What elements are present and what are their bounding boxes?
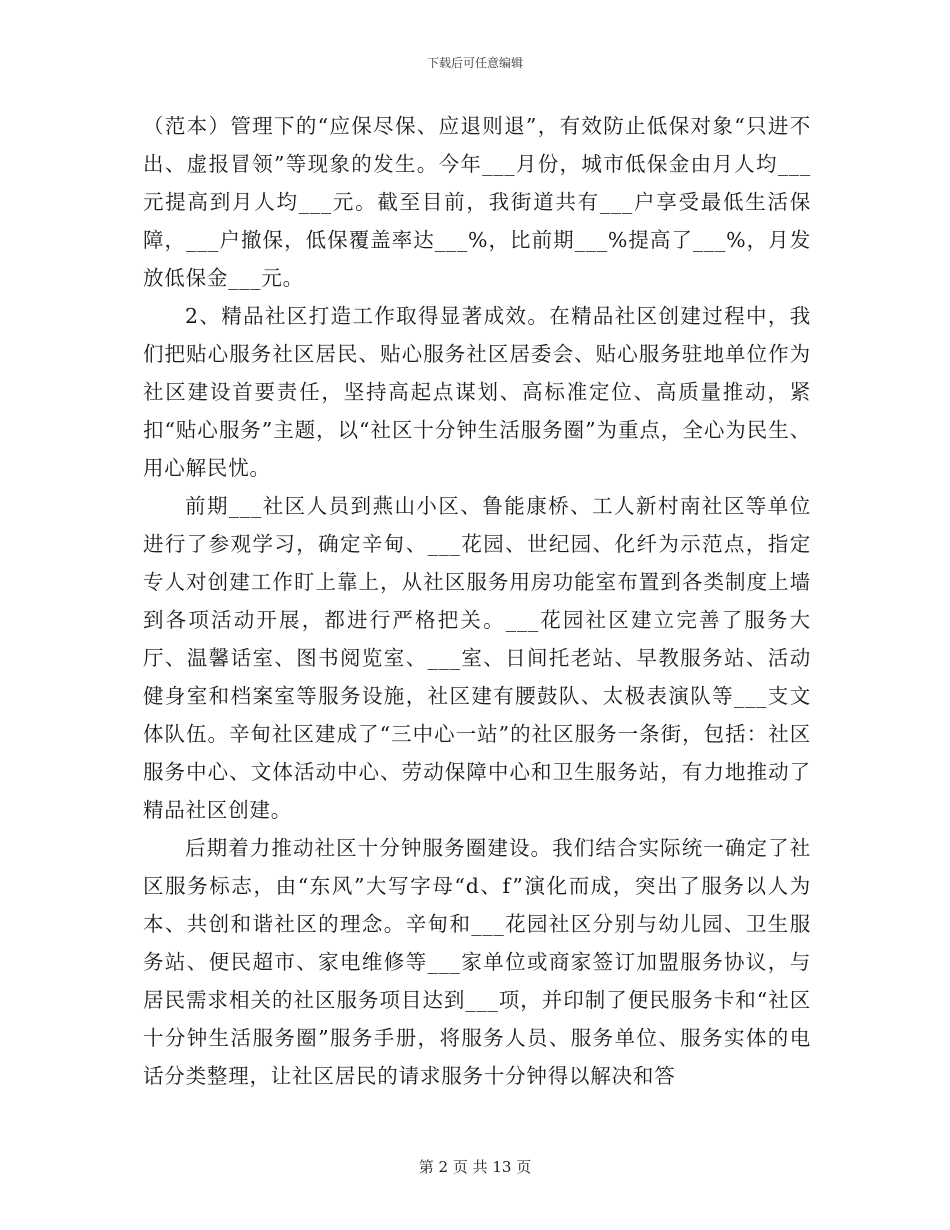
page-footer: 第 2 页 共 13 页 (418, 1158, 532, 1176)
paragraph-3: 前期___社区人员到燕山小区、鲁能康桥、工人新村南社区等单位进行了参观学习，确定辛甸、___花园、世纪园、化纤为示范点，指定专人对创建工作盯上靠上，从社区服务用房功能室布置到各类制度上墙到各项活动开展，都进行严格把关。___花园社区建立完善了服务大厅、温馨话室、图书阅览室、___室、日间托老站、早教服务站、活动健身室和档案室等服务设施，社区建有腰鼓队、太极表演队等___支文体队伍。辛甸社区建成了“三中心一站”的社区服务一条街，包括：社区服务中心、文体活动中心、劳动保障中心和卫生服务站，有力地推动了精品社区创建。 (143, 494, 811, 822)
page-header: 下载后可任意编辑 (426, 56, 523, 70)
paragraph-4: 后期着力推动社区十分钟服务圈建设。我们结合实际统一确定了社区服务标志，由“东风”大写字母“d、f”演化而成，突出了服务以人为本、共创和谐社区的理念。辛甸和___花园社区分别与幼儿园、卫生服务站、便民超市、家电维修等___家单位或商家签订加盟服务协议，与居民需求相关的社区服务项目达到___项，并印制了便民服务卡和“社区十分钟生活服务圈”服务手册，将服务人员、服务单位、服务实体的电话分类整理，让社区居民的请求服务十分钟得以解决和答 (143, 836, 811, 1088)
paragraph-1: （范本）管理下的“应保尽保、应退则退”，有效防止低保对象“只进不出、虚报冒领”等现象的发生。今年___月份，城市低保金由月人均___元提高到月人均___元。截至目前，我街道共有___户享受最低生活保障，___户撤保，低保覆盖率达___%，比前期___%提高了___%，月发放低保金___元。 (143, 114, 811, 290)
document-body (143, 107, 811, 1095)
paragraph-2: 2、精品社区打造工作取得显著成效。在精品社区创建过程中，我们把贴心服务社区居民、贴心服务社区居委会、贴心服务驻地单位作为社区建设首要责任，坚持高起点谋划、高标准定位、高质量推动，紧扣“贴心服务”主题，以“社区十分钟生活服务圈”为重点，全心为民生、用心解民忧。 (143, 304, 811, 480)
